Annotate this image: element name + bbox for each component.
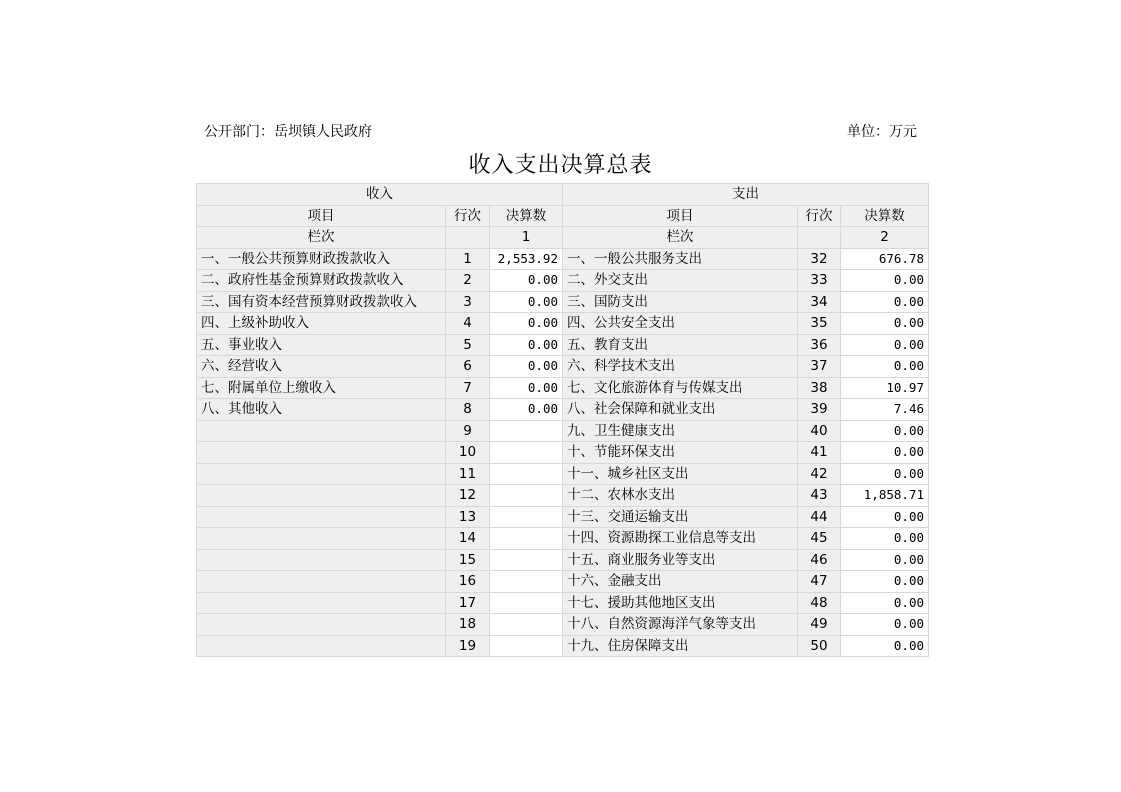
income-amount: 2,553.92 — [490, 248, 563, 270]
expense-row-number: 40 — [798, 420, 841, 442]
expense-item: 六、科学技术支出 — [563, 356, 798, 378]
expense-item: 十二、农林水支出 — [563, 485, 798, 507]
expense-item: 四、公共安全支出 — [563, 313, 798, 335]
table-row — [197, 356, 929, 378]
table-row — [197, 399, 929, 421]
expense-row-number: 35 — [798, 313, 841, 335]
income-item: 五、事业收入 — [197, 334, 446, 356]
expense-amount: 0.00 — [841, 334, 929, 356]
income-amount — [490, 635, 563, 657]
income-row-header: 行次 — [446, 205, 490, 227]
income-row-number: 13 — [446, 506, 490, 528]
income-row-number: 2 — [446, 270, 490, 292]
expense-row-number: 39 — [798, 399, 841, 421]
income-item — [197, 528, 446, 550]
expense-row-number: 41 — [798, 442, 841, 464]
income-item: 七、附属单位上缴收入 — [197, 377, 446, 399]
expense-amount: 0.00 — [841, 506, 929, 528]
expense-row-number: 46 — [798, 549, 841, 571]
unit-label: 单位：万元 — [847, 124, 917, 140]
income-row-number: 10 — [446, 442, 490, 464]
expense-amount: 0.00 — [841, 313, 929, 335]
income-row-number: 7 — [446, 377, 490, 399]
income-item: 三、国有资本经营预算财政拨款收入 — [197, 291, 446, 313]
income-item — [197, 592, 446, 614]
expense-amount: 0.00 — [841, 571, 929, 593]
expense-row-number: 38 — [798, 377, 841, 399]
expense-column-number: 2 — [841, 227, 929, 249]
expense-amount: 0.00 — [841, 442, 929, 464]
income-row-number: 14 — [446, 528, 490, 550]
expense-item: 十四、资源勘探工业信息等支出 — [563, 528, 798, 550]
expense-row-number: 48 — [798, 592, 841, 614]
income-row-number: 5 — [446, 334, 490, 356]
expense-item-header: 项目 — [563, 205, 798, 227]
expense-item: 十八、自然资源海洋气象等支出 — [563, 614, 798, 636]
income-amount: 0.00 — [490, 377, 563, 399]
income-row-number: 12 — [446, 485, 490, 507]
table-row — [197, 549, 929, 571]
income-lanci-blank — [446, 227, 490, 249]
expense-amount: 7.46 — [841, 399, 929, 421]
income-item — [197, 506, 446, 528]
table-row — [197, 635, 929, 657]
table-row — [197, 291, 929, 313]
expense-row-number: 34 — [798, 291, 841, 313]
income-row-number: 3 — [446, 291, 490, 313]
expense-row-number: 43 — [798, 485, 841, 507]
income-row-number: 8 — [446, 399, 490, 421]
income-amount — [490, 485, 563, 507]
expense-row-number: 44 — [798, 506, 841, 528]
table-row — [197, 248, 929, 270]
income-row-number: 9 — [446, 420, 490, 442]
expense-row-number: 47 — [798, 571, 841, 593]
expense-amount: 0.00 — [841, 614, 929, 636]
table-row — [197, 334, 929, 356]
expense-amount: 0.00 — [841, 549, 929, 571]
income-row-number: 11 — [446, 463, 490, 485]
expense-row-number: 37 — [798, 356, 841, 378]
income-item-header: 项目 — [197, 205, 446, 227]
expense-amount: 0.00 — [841, 420, 929, 442]
income-amount: 0.00 — [490, 334, 563, 356]
expense-item: 十三、交通运输支出 — [563, 506, 798, 528]
income-amount — [490, 506, 563, 528]
summary-table — [196, 183, 929, 657]
expense-row-number: 50 — [798, 635, 841, 657]
table-row — [197, 506, 929, 528]
expense-row-number: 45 — [798, 528, 841, 550]
income-amount — [490, 592, 563, 614]
income-amount — [490, 442, 563, 464]
expense-amount: 0.00 — [841, 463, 929, 485]
income-group-header: 收入 — [197, 184, 563, 206]
income-row-number: 17 — [446, 592, 490, 614]
expense-group-header: 支出 — [563, 184, 929, 206]
expense-row-header: 行次 — [798, 205, 841, 227]
table-row — [197, 528, 929, 550]
income-row-number: 19 — [446, 635, 490, 657]
income-amount — [490, 463, 563, 485]
income-row-number: 1 — [446, 248, 490, 270]
table-row — [197, 377, 929, 399]
expense-item: 三、国防支出 — [563, 291, 798, 313]
expense-amount: 0.00 — [841, 635, 929, 657]
expense-amount: 0.00 — [841, 592, 929, 614]
income-row-number: 16 — [446, 571, 490, 593]
income-item — [197, 549, 446, 571]
expense-row-number: 49 — [798, 614, 841, 636]
table-row — [197, 614, 929, 636]
expense-amount: 0.00 — [841, 528, 929, 550]
income-amount — [490, 528, 563, 550]
income-amount: 0.00 — [490, 313, 563, 335]
expense-row-number: 33 — [798, 270, 841, 292]
page-title: 收入支出决算总表 — [468, 153, 653, 178]
income-amount — [490, 614, 563, 636]
income-amount: 0.00 — [490, 270, 563, 292]
expense-item: 七、文化旅游体育与传媒支出 — [563, 377, 798, 399]
table-row — [197, 463, 929, 485]
income-item — [197, 442, 446, 464]
expense-item: 一、一般公共服务支出 — [563, 248, 798, 270]
expense-row-number: 42 — [798, 463, 841, 485]
income-amount: 0.00 — [490, 399, 563, 421]
table-row — [197, 571, 929, 593]
income-item — [197, 571, 446, 593]
income-item — [197, 463, 446, 485]
income-amount: 0.00 — [490, 291, 563, 313]
income-item — [197, 420, 446, 442]
income-amount — [490, 549, 563, 571]
table-row — [197, 442, 929, 464]
expense-amount: 0.00 — [841, 356, 929, 378]
income-item: 八、其他收入 — [197, 399, 446, 421]
income-item: 六、经营收入 — [197, 356, 446, 378]
income-item: 四、上级补助收入 — [197, 313, 446, 335]
table-row — [197, 420, 929, 442]
expense-item: 十六、金融支出 — [563, 571, 798, 593]
expense-item: 八、社会保障和就业支出 — [563, 399, 798, 421]
income-lanci-label: 栏次 — [197, 227, 446, 249]
expense-item: 五、教育支出 — [563, 334, 798, 356]
expense-row-number: 36 — [798, 334, 841, 356]
income-item: 二、政府性基金预算财政拨款收入 — [197, 270, 446, 292]
expense-item: 二、外交支出 — [563, 270, 798, 292]
table-row — [197, 592, 929, 614]
expense-item: 十一、城乡社区支出 — [563, 463, 798, 485]
expense-row-number: 32 — [798, 248, 841, 270]
expense-item: 九、卫生健康支出 — [563, 420, 798, 442]
expense-item: 十、节能环保支出 — [563, 442, 798, 464]
income-row-number: 15 — [446, 549, 490, 571]
department-label: 公开部门：岳坝镇人民政府 — [204, 124, 372, 140]
expense-item: 十七、援助其他地区支出 — [563, 592, 798, 614]
income-row-number: 4 — [446, 313, 490, 335]
income-amount: 0.00 — [490, 356, 563, 378]
table-row — [197, 313, 929, 335]
expense-lanci-blank — [798, 227, 841, 249]
expense-amount: 0.00 — [841, 291, 929, 313]
income-column-number: 1 — [490, 227, 563, 249]
income-amount-header: 决算数 — [490, 205, 563, 227]
expense-lanci-label: 栏次 — [563, 227, 798, 249]
table-row — [197, 485, 929, 507]
income-row-number: 6 — [446, 356, 490, 378]
expense-amount: 676.78 — [841, 248, 929, 270]
table-row — [197, 270, 929, 292]
expense-amount: 10.97 — [841, 377, 929, 399]
expense-amount: 1,858.71 — [841, 485, 929, 507]
income-amount — [490, 420, 563, 442]
income-row-number: 18 — [446, 614, 490, 636]
income-item: 一、一般公共预算财政拨款收入 — [197, 248, 446, 270]
expense-item: 十九、住房保障支出 — [563, 635, 798, 657]
expense-amount: 0.00 — [841, 270, 929, 292]
income-item — [197, 485, 446, 507]
income-item — [197, 635, 446, 657]
expense-amount-header: 决算数 — [841, 205, 929, 227]
income-item — [197, 614, 446, 636]
expense-item: 十五、商业服务业等支出 — [563, 549, 798, 571]
income-amount — [490, 571, 563, 593]
